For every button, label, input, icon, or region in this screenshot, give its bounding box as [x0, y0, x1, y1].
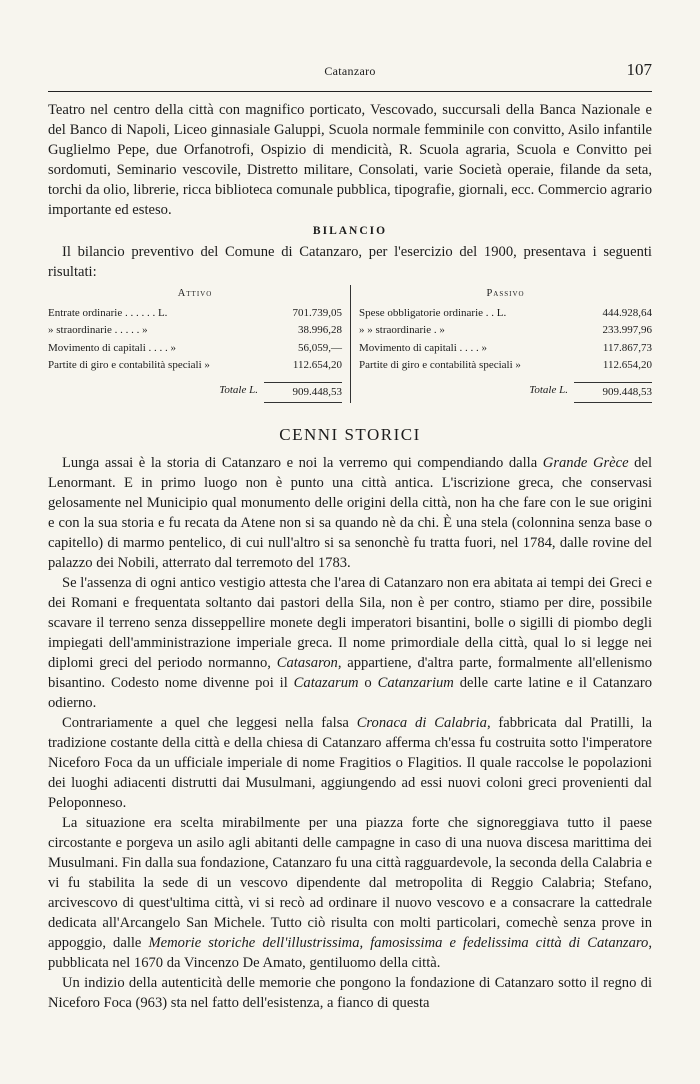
text-run: La situazione era scelta mirabilmente per una piazza forte che signoreggiava tutto il paese circostante e porgeva un asilo agli abitanti delle campagne in caso di una nuova discesa marittima dei Musulmani. Fin dalla sua fondazione, Catanzaro fu una città ragguardevole, la seconda della Calabria e vi fu stabilita la sede di un vescovo dipendente dal metropolita di Reggio Calabria; Stefano, arcivescovo di quest'ultima città, vi si recò ad ordinare il nuovo vescovo e a consacrare la cattedrale dedicata all'Arcangelo San Michele. Tutto ciò risulta con molti particolari, comechè senza prove in appoggio, dalle	[48, 815, 652, 952]
table-row	[359, 357, 652, 374]
row-label: » straordinarie . . . . . »	[48, 324, 148, 337]
term: Catanzarium	[377, 675, 454, 692]
history-paragraph-2	[48, 573, 652, 713]
text-run: Se l'assenza di ogni antico vestigio attesta che l'area di Catanzaro non era abitata ai tempi dei Greci e dei Romani e frequentata soltanto dai pastori della Sila, non è per contro, stiamo per dire, possibile scavare il terreno senza disseppellire monete degli imperatori bisantini, bolle o sigilli di piombo degli impiegati dell'amministrazione imperiale greca. Il nome primordiale della città, qual lo si legge nei diplomi greci del periodo normanno,	[48, 575, 652, 672]
bilancio-heading: BILANCIO	[312, 225, 388, 237]
book-title: Grande Grèce	[542, 455, 629, 472]
total-amount: 909.448,53	[264, 382, 342, 403]
row-label: » » straordinarie . »	[359, 324, 445, 337]
row-amount: 38.996,28	[298, 324, 342, 337]
text-run: o	[358, 675, 378, 692]
balance-table	[48, 285, 652, 403]
book-title: Cronaca di Calabria	[356, 715, 487, 732]
text-run: delle carte latine e il Catanzaro odierno.	[48, 675, 652, 712]
bilancio-paragraph: Il bilancio preventivo del Comune di Catanzaro, per l'esercizio del 1900, presentava i seguenti risultati:	[48, 244, 652, 280]
page-number: 107	[626, 60, 652, 79]
running-header-title: Catanzaro	[324, 64, 376, 78]
table-row	[48, 305, 342, 322]
total-label: Totale L.	[529, 384, 568, 397]
text-run: del Lenormant. E in primo luogo non è punto una città antica. L'iscrizione greca, che conservasi gelosamente nel Municipio qual monumento delle origini della città, non ha che fare con le sue origini e con la sua storia e fu recata da Atene non si sa quando nè da chi. È una stela (colonnina senza base o capitello) di marmo pentelico, di cui null'altro si sa senonchè fu tratta fuori, nel 1784, dalle rovine del palazzo dei Nobili, atterrato dal terremoto del 1783.	[48, 455, 652, 572]
row-amount: 112.654,20	[292, 358, 342, 371]
row-label: Movimento di capitali . . . . »	[359, 341, 488, 354]
table-row	[48, 357, 342, 374]
row-amount: 701.739,05	[292, 307, 342, 320]
row-label: Partite di giro e contabilità speciali »	[48, 358, 210, 371]
total-label: Totale L.	[219, 384, 258, 397]
row-label: Entrate ordinarie . . . . . . L.	[48, 307, 168, 320]
intro-paragraph: Teatro nel centro della città con magnifico porticato, Vescovado, succursali della Banca Nazionale e del Banco di Napoli, Liceo ginnasiale Galuppi, Scuola normale femminile con convitto, Asilo infantile Guglielmo Pepe, due Orfanotrofi, Ospizio di mendicità, R. Scuola agraria, Scuola e Convitto pei sordomuti, Seminario vescovile, Distretto militare, Consolati, varie Società operaie, filande da seta, torchi da olio, librerie, ricca biblioteca comunale pubblica, tipografie, giornali, ecc. Commercio agrario importante ed esteso.	[48, 102, 652, 218]
table-row	[48, 322, 342, 339]
table-row	[48, 340, 342, 357]
row-amount: 233.997,96	[602, 324, 652, 337]
row-label: Partite di giro e contabilità speciali »	[359, 358, 521, 371]
table-row	[359, 340, 652, 357]
text-run: , pubblicata nel 1670 da Vincenzo De Amato, gentiluomo della città.	[48, 935, 652, 972]
row-amount: 112.654,20	[602, 358, 652, 371]
cenni-storici-heading: CENNI STORICI	[279, 425, 421, 445]
history-paragraph-4	[48, 813, 652, 973]
attivo-column	[48, 285, 350, 403]
history-paragraph-1	[48, 453, 652, 573]
passivo-column	[350, 285, 652, 403]
history-paragraph-3	[48, 713, 652, 813]
row-label: Spese obbligatorie ordinarie . . L.	[359, 307, 507, 320]
attivo-total-row	[48, 382, 342, 403]
total-amount: 909.448,53	[574, 382, 652, 403]
text-run: Contrariamente a quel che leggesi nella falsa	[62, 715, 357, 732]
text-run: , fabbricata dal Pratilli, la tradizione costante della città e della chiesa di Catanzaro afferma ch'essa fu costruita sotto l'imperatore Niceforo Foca da un ufficiale imperiale di nome Fragitios o Flagitios. Il quale raccolse le popolazioni dei luoghi adiacenti distrutti dai Musulmani, aggiungendo ad essi nuovi coloni greci provenienti dal Peloponneso.	[48, 715, 652, 812]
text-run: , appartiene, d'altra parte, formalmente all'ellenismo bisantino. Codesto nome divenne poi il	[48, 655, 652, 692]
row-amount: 56,059,—	[298, 341, 342, 354]
row-amount: 117.867,73	[602, 341, 652, 354]
attivo-heading: Attivo	[177, 288, 213, 299]
text-run: Lunga assai è la storia di Catanzaro e noi la verremo qui compendiando dalla	[62, 455, 543, 472]
table-row	[359, 305, 652, 322]
history-paragraph-5: Un indizio della autenticità delle memorie che pongono la fondazione di Catanzaro sotto il regno di Niceforo Foca (963) sta nel fatto dell'esistenza, a fianco di questa	[48, 975, 652, 1012]
page-body	[48, 100, 652, 1013]
passivo-total-row	[359, 382, 652, 403]
book-title: Memorie storiche dell'illustrissima, famosissima e fedelissima città di Catanzaro	[148, 935, 649, 952]
term: Catazarum	[293, 675, 359, 692]
row-amount: 444.928,64	[602, 307, 652, 320]
passivo-heading: Passivo	[486, 288, 525, 299]
header-divider	[48, 91, 652, 92]
term: Catasaron	[276, 655, 338, 672]
table-row	[359, 322, 652, 339]
row-label: Movimento di capitali . . . . »	[48, 341, 177, 354]
